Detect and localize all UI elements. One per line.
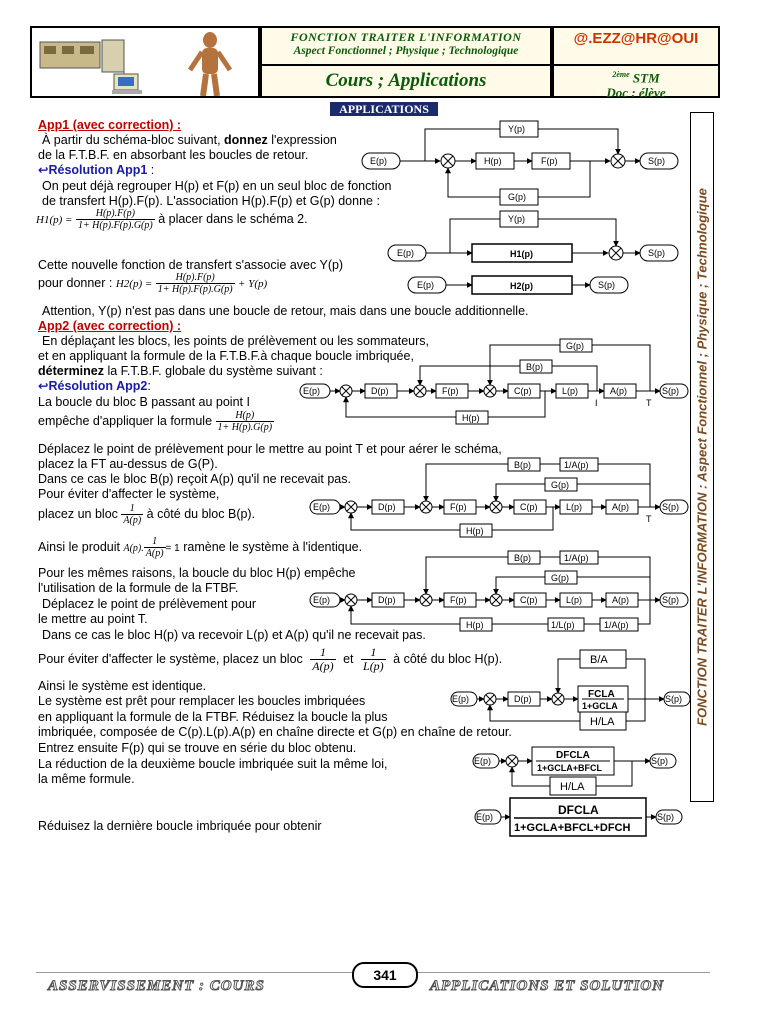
app2-p12: le mettre au point T. — [38, 612, 148, 626]
d4-h: H(p) — [462, 413, 480, 423]
d9-den: 1+GCLA+BFCL+DFCH — [514, 822, 631, 834]
app1-h1-den: 1+ H(p).F(p).G(p) — [77, 220, 153, 231]
app2-f3-den: A(p) — [145, 548, 164, 559]
app2-f3-post: = 1 — [165, 542, 180, 554]
d3-h2: H2(p) — [510, 281, 533, 291]
d6-c: C(p) — [520, 595, 538, 605]
d5-inva: 1/A(p) — [564, 460, 589, 470]
d7-fcla: FCLA — [588, 689, 615, 700]
diagram-app2-step4 — [473, 747, 676, 795]
d1-h: H(p) — [484, 156, 502, 166]
d9-s: S(p) — [657, 812, 675, 822]
app2-p8b: ramène le système à l'identique. — [183, 539, 363, 554]
app2-p9: Pour les mêmes raisons, la boucle du bloc H(p) empêche — [38, 566, 356, 580]
app2-p2: empêche d'appliquer la formule — [38, 413, 213, 428]
app2-p3: Déplacez le point de prélèvement pour le mettre au point T et pour aérer le schéma, — [38, 442, 502, 456]
d4-f: F(p) — [442, 386, 459, 396]
app2-l3b: la F.T.B.F. globale du système suivant : — [104, 364, 323, 378]
d6-inva: 1/A(p) — [564, 553, 589, 563]
d8-dfcla: DFCLA — [556, 750, 590, 761]
d5-s: S(p) — [662, 502, 680, 512]
d6-s: S(p) — [662, 595, 680, 605]
app2-resolution-colon: : — [147, 379, 151, 393]
d2-y: Y(p) — [508, 214, 526, 224]
diagram-app1-schema2 — [388, 211, 678, 262]
app2-p6: Pour éviter d'affecter le système, — [38, 487, 220, 501]
app1-h2-after: + Y(p) — [238, 277, 268, 290]
d8-hla: H/LA — [560, 781, 585, 793]
app1-h1-lhs: H1(p) = — [36, 213, 73, 226]
d5-g: G(p) — [551, 480, 569, 490]
app2-p15: Ainsi le système est identique. — [38, 679, 207, 693]
d4-c: C(p) — [514, 386, 532, 396]
section-title: APPLICATIONS — [330, 102, 438, 116]
d4-point-t: T — [646, 398, 652, 408]
d6-a: A(p) — [612, 595, 630, 605]
app2-p16: Le système est prêt pour remplacer les boucles imbriquées — [38, 694, 366, 708]
d5-point-t: T — [646, 514, 652, 524]
d6-e: E(p) — [313, 595, 331, 605]
d4-s: S(p) — [662, 386, 680, 396]
d4-point-i: I — [595, 398, 598, 408]
app2-p10: l'utilisation de la formule de la FTBF. — [38, 581, 239, 595]
header-level: STM — [632, 70, 660, 86]
app1-h1-num: H(p).F(p) — [76, 208, 155, 220]
d7-fcla-den: 1+GCLA — [582, 701, 618, 711]
d1-f: F(p) — [541, 156, 558, 166]
app2-p14c: à côté du bloc H(p). — [393, 651, 503, 666]
diagram-app2-system — [300, 339, 688, 424]
app2-p5: Dans ce cas le bloc B(p) reçoit A(p) qu'il ne recevait pas. — [38, 472, 351, 486]
app1-line1b: donnez — [224, 133, 268, 147]
diagram-app1-schema1 — [362, 121, 678, 205]
app1-h2-den: 1+ H(p).F(p).G(p) — [157, 284, 233, 295]
footer-page-number: 341 — [373, 967, 397, 983]
app1-r4: pour donner : — [38, 275, 113, 290]
app2-p17: en appliquant la formule de la FTBF. Réduisez la boucle la plus — [38, 710, 388, 724]
app1-title: App1 (avec correction) : — [38, 118, 182, 132]
d1-s: S(p) — [648, 156, 666, 166]
d6-inva2: 1/A(p) — [604, 620, 629, 630]
app2-p4: placez la FT au-dessus de G(P). — [38, 457, 218, 471]
side-banner-text: FONCTION TRAITER L'INFORMATION : Aspect Fonctionnel ; Physique ; Technologique — [694, 188, 710, 726]
header-author: @.EZZ@HR@OUI — [573, 30, 699, 47]
app1-h2-lhs: H2(p) = — [115, 277, 153, 290]
app1-line2: de la F.T.B.F. en absorbant les boucles de retour. — [38, 148, 309, 162]
app2-p20: La réduction de la deuxième boucle imbriquée suit la même loi, — [38, 757, 388, 771]
app2-f3-pre: A(p). — [123, 542, 144, 554]
d6-d: D(p) — [378, 595, 396, 605]
d8-e: E(p) — [474, 756, 492, 766]
d7-d: D(p) — [514, 694, 532, 704]
app2-f4-den: A(p) — [312, 659, 334, 673]
app2-l1: En déplaçant les blocs, les points de prélèvement ou les sommateurs, — [42, 334, 430, 348]
d7-s: S(p) — [665, 694, 683, 704]
app2-f5-den: L(p) — [363, 659, 384, 673]
d9-e: E(p) — [476, 812, 494, 822]
footer-right: APPLICATIONS ET SOLUTION — [430, 978, 665, 994]
d2-h1: H1(p) — [510, 249, 533, 259]
d7-ba: B/A — [590, 654, 608, 666]
footer-left: ASSERVISSEMENT : COURS — [48, 978, 265, 994]
app2-p11: Déplacez le point de prélèvement pour — [42, 597, 257, 611]
d1-g: G(p) — [508, 192, 526, 202]
app1-resolution-colon: : — [147, 163, 155, 177]
d6-g: G(p) — [551, 573, 569, 583]
d7-hla: H/LA — [590, 716, 615, 728]
d2-s: S(p) — [648, 248, 666, 258]
app2-f1-num: H(p) — [216, 410, 275, 422]
d5-a: A(p) — [612, 502, 630, 512]
app2-l2: et en appliquant la formule de la F.T.B.F.à chaque boucle imbriquée, — [38, 349, 414, 363]
header-course: Cours ; Applications — [325, 70, 487, 91]
d5-e: E(p) — [313, 502, 331, 512]
diagram-app2-final — [475, 798, 682, 836]
d5-b: B(p) — [514, 460, 532, 470]
d4-g: G(p) — [566, 341, 584, 351]
d1-e: E(p) — [370, 156, 388, 166]
d3-e: E(p) — [417, 280, 435, 290]
d7-e: E(p) — [452, 694, 470, 704]
app1-h1-after: à placer dans le schéma 2. — [158, 211, 308, 226]
d5-d: D(p) — [378, 502, 396, 512]
footer-page-badge — [352, 962, 418, 988]
app2-p7a: placez un bloc — [38, 506, 118, 521]
app2-p7b: à côté du bloc B(p). — [146, 506, 256, 521]
d4-b: B(p) — [526, 362, 544, 372]
app1-h2-num: H(p).F(p) — [156, 272, 235, 284]
d6-b: B(p) — [514, 553, 532, 563]
app1-line1c: l'expression — [267, 133, 337, 147]
app1-r2: de transfert H(p).F(p). L'association H(p).F(p) et G(p) donne : — [42, 194, 380, 208]
d6-h: H(p) — [466, 620, 484, 630]
app2-f1-den: 1+ H(p).G(p) — [217, 422, 273, 433]
header-doc: Doc : élève — [606, 85, 666, 101]
app2-p8a: Ainsi le produit — [38, 539, 120, 554]
app2-p22: Réduisez la dernière boucle imbriquée pour obtenir — [38, 819, 322, 833]
d2-e: E(p) — [397, 248, 415, 258]
app2-p14a: Pour éviter d'affecter le système, placez un bloc — [38, 651, 303, 666]
app2-f2-den: A(p) — [123, 515, 142, 526]
diagram-app1-schema3 — [408, 276, 628, 294]
d5-h: H(p) — [466, 526, 484, 536]
diagram-app2-step1 — [310, 458, 688, 537]
app2-f4-num: 1 — [310, 646, 335, 660]
app2-resolution: ↩Résolution App2 — [38, 379, 148, 393]
app1-r1: On peut déjà regrouper H(p) et F(p) en un seul bloc de fonction — [42, 179, 392, 193]
d1-y: Y(p) — [508, 124, 526, 134]
app2-title: App2 (avec correction) : — [38, 319, 182, 333]
app2-p21: la même formule. — [38, 772, 135, 786]
app2-p13: Dans ce cas le bloc H(p) va recevoir L(p) et A(p) qu'il ne recevait pas. — [42, 628, 426, 642]
d5-c: C(p) — [520, 502, 538, 512]
header-line2: Aspect Fonctionnel ; Physique ; Technologique — [293, 45, 519, 57]
app2-f2-num: 1 — [121, 503, 143, 515]
app1-r5: Attention, Y(p) n'est pas dans une boucle de retour, mais dans une boucle additionnelle. — [42, 304, 529, 318]
app2-l3a: déterminez — [38, 364, 104, 378]
d8-dfcla-den: 1+GCLA+BFCL — [537, 763, 603, 773]
header-level-sup: 2ème — [612, 70, 630, 79]
app2-p1: La boucle du bloc B passant au point I — [38, 395, 250, 409]
d5-f: F(p) — [450, 502, 467, 512]
app2-p14b: et — [343, 651, 354, 666]
d4-l: L(p) — [562, 386, 579, 396]
diagram-app2-step2 — [310, 551, 688, 631]
header-line1: FONCTION TRAITER L'INFORMATION — [290, 30, 522, 44]
app1-resolution: ↩Résolution App1 — [38, 163, 148, 177]
d8-s: S(p) — [651, 756, 669, 766]
d4-a: A(p) — [610, 386, 628, 396]
d5-l: L(p) — [566, 502, 583, 512]
diagram-app2-step3 — [451, 650, 690, 730]
d9-num: DFCLA — [558, 803, 599, 817]
d6-invl: 1/L(p) — [551, 620, 575, 630]
app1-r3: Cette nouvelle fonction de transfert s'associe avec Y(p) — [38, 258, 344, 272]
app2-p19: Entrez ensuite F(p) qui se trouve en série du bloc obtenu. — [38, 741, 357, 755]
d3-s: S(p) — [598, 280, 616, 290]
d4-d: D(p) — [371, 386, 389, 396]
d6-l: L(p) — [566, 595, 583, 605]
d4-e: E(p) — [303, 386, 321, 396]
app2-p18: imbriquée, composée de C(p).L(p).A(p) en chaîne directe et G(p) en chaîne de retour. — [38, 725, 512, 739]
d6-f: F(p) — [450, 595, 467, 605]
app2-f3-num: 1 — [144, 536, 166, 548]
app1-line1a: À partir du schéma-bloc suivant, — [42, 133, 225, 147]
app2-f5-num: 1 — [361, 646, 386, 660]
